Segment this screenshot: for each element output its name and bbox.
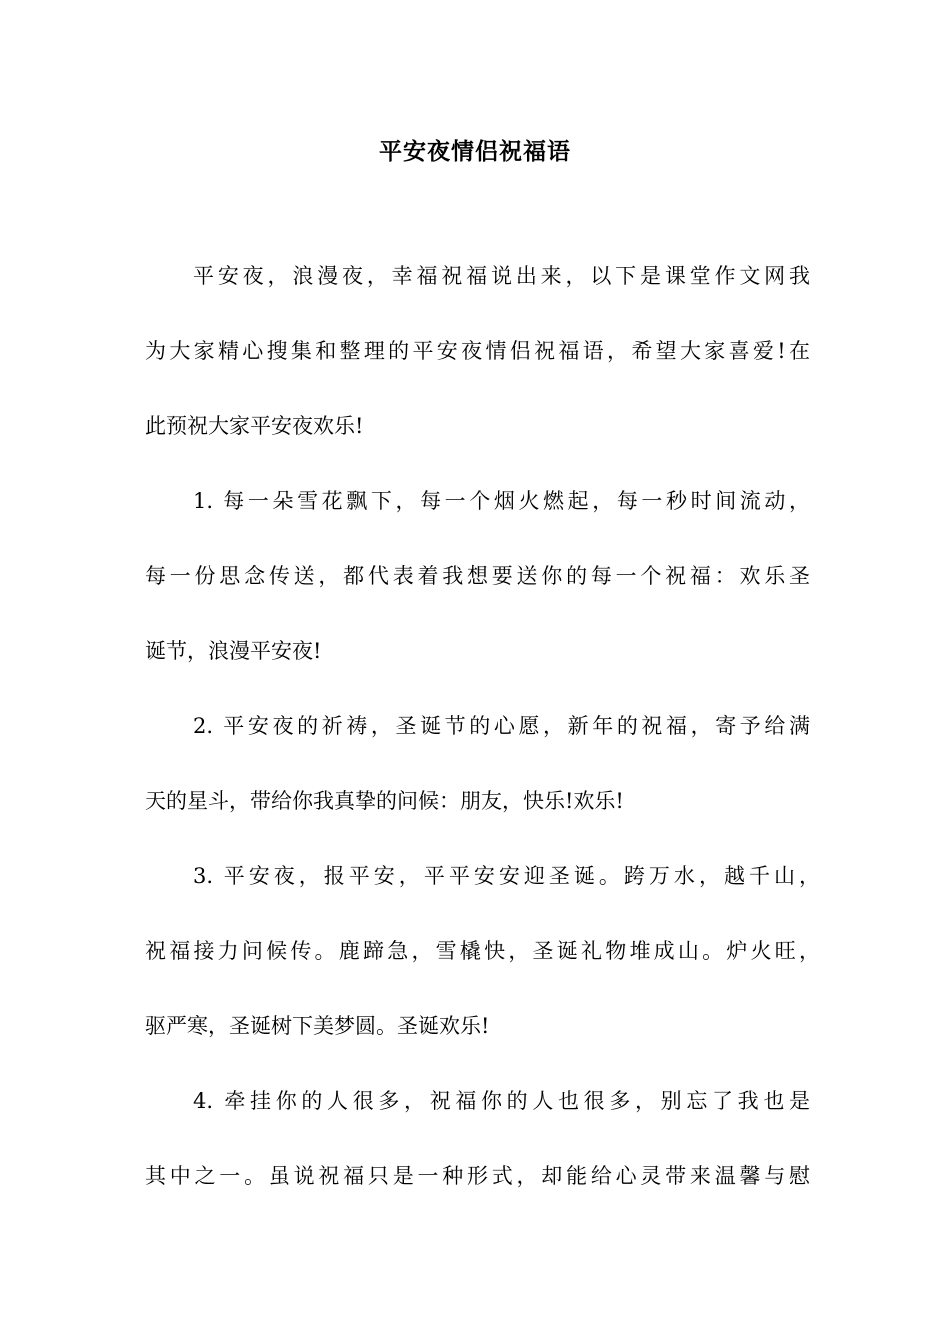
paragraph-line: 3. 平安夜，报平安，平平安安迎圣诞。跨万水，越千山， bbox=[193, 864, 820, 888]
paragraph-line: 此预祝大家平安夜欢乐! bbox=[145, 414, 364, 438]
paragraph-line: 每一份思念传送，都代表着我想要送你的每一个祝福：欢乐圣 bbox=[145, 564, 810, 588]
paragraph-line: 天的星斗，带给你我真挚的问候：朋友，快乐!欢乐! bbox=[145, 789, 624, 813]
paragraph-line: 其中之一。虽说祝福只是一种形式，却能给心灵带来温馨与慰 bbox=[145, 1164, 810, 1188]
paragraph-line: 诞节，浪漫平安夜! bbox=[145, 639, 322, 663]
paragraph-line: 4. 牵挂你的人很多，祝福你的人也很多，别忘了我也是 bbox=[193, 1089, 810, 1113]
page-title: 平安夜情侣祝福语 bbox=[379, 138, 571, 165]
paragraph-line: 2. 平安夜的祈祷，圣诞节的心愿，新年的祝福，寄予给满 bbox=[193, 714, 810, 738]
paragraph-line: 平安夜，浪漫夜，幸福祝福说出来，以下是课堂作文网我 bbox=[193, 264, 810, 288]
paragraph-line: 1. 每一朵雪花飘下，每一个烟火燃起，每一秒时间流动， bbox=[193, 489, 810, 513]
paragraph-line: 为大家精心搜集和整理的平安夜情侣祝福语，希望大家喜爱!在 bbox=[145, 339, 810, 363]
paragraph-line: 驱严寒，圣诞树下美梦圆。圣诞欢乐! bbox=[145, 1014, 490, 1038]
paragraph-line: 祝福接力问候传。鹿蹄急，雪橇快，圣诞礼物堆成山。炉火旺， bbox=[145, 939, 820, 963]
